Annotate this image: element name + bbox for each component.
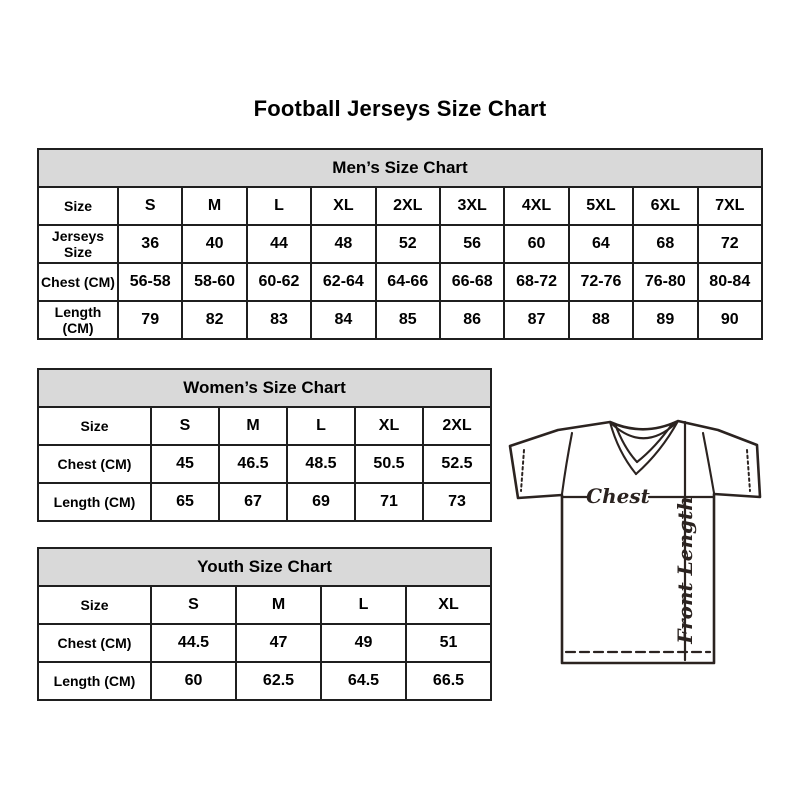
cell-value: 90 xyxy=(698,301,762,339)
cell-value: L xyxy=(287,407,355,445)
cell-value: 66.5 xyxy=(406,662,491,700)
cell-value: 52 xyxy=(376,225,440,263)
cell-value: 4XL xyxy=(504,187,568,225)
cell-value: 65 xyxy=(151,483,219,521)
cell-value: 64.5 xyxy=(321,662,406,700)
table-row xyxy=(38,225,762,263)
chest-measure-label: Chest xyxy=(586,484,650,508)
youth-size-table xyxy=(37,547,492,701)
table-row xyxy=(38,187,762,225)
cell-value: 64-66 xyxy=(376,263,440,301)
cell-value: 60 xyxy=(151,662,236,700)
cell-value: 88 xyxy=(569,301,633,339)
cell-value: 73 xyxy=(423,483,491,521)
table-row xyxy=(38,624,491,662)
table-header-row xyxy=(38,548,491,586)
cell-value: 3XL xyxy=(440,187,504,225)
womens-size-table xyxy=(37,368,492,522)
vneck-outer-left xyxy=(610,422,636,474)
cell-value: S xyxy=(151,407,219,445)
cell-value: 58-60 xyxy=(182,263,246,301)
table-row xyxy=(38,263,762,301)
cell-value: 84 xyxy=(311,301,375,339)
cell-value: 49 xyxy=(321,624,406,662)
cell-value: 56 xyxy=(440,225,504,263)
cell-value: XL xyxy=(311,187,375,225)
cell-value: XL xyxy=(355,407,423,445)
cell-value: 86 xyxy=(440,301,504,339)
cell-value: M xyxy=(236,586,321,624)
table-header-row xyxy=(38,149,762,187)
cell-value: 76-80 xyxy=(633,263,697,301)
cell-value: 46.5 xyxy=(219,445,287,483)
cell-value: 79 xyxy=(118,301,182,339)
cell-value: 2XL xyxy=(376,187,440,225)
cell-value: 7XL xyxy=(698,187,762,225)
table-row xyxy=(38,483,491,521)
cell-value: 72-76 xyxy=(569,263,633,301)
cell-value: 51 xyxy=(406,624,491,662)
right-cuff-stitch-line xyxy=(747,450,750,491)
cell-value: 40 xyxy=(182,225,246,263)
cell-value: S xyxy=(151,586,236,624)
cell-value: 83 xyxy=(247,301,311,339)
cell-value: S xyxy=(118,187,182,225)
cell-value: 69 xyxy=(287,483,355,521)
cell-value: XL xyxy=(406,586,491,624)
cell-value: 62-64 xyxy=(311,263,375,301)
cell-value: 50.5 xyxy=(355,445,423,483)
cell-value: 62.5 xyxy=(236,662,321,700)
cell-value: 5XL xyxy=(569,187,633,225)
cell-value: 52.5 xyxy=(423,445,491,483)
row-label: Chest (CM) xyxy=(38,624,151,662)
row-label: Size xyxy=(38,187,118,225)
row-label: Chest (CM) xyxy=(38,445,151,483)
table-row xyxy=(38,445,491,483)
row-label: Length (CM) xyxy=(38,483,151,521)
cell-value: 72 xyxy=(698,225,762,263)
cell-value: 67 xyxy=(219,483,287,521)
row-label: Jerseys Size xyxy=(38,225,118,263)
cell-value: 87 xyxy=(504,301,568,339)
jersey-outline xyxy=(510,421,760,663)
table-header-row xyxy=(38,369,491,407)
cell-value: 44.5 xyxy=(151,624,236,662)
cell-value: 82 xyxy=(182,301,246,339)
cell-value: 45 xyxy=(151,445,219,483)
cell-value: L xyxy=(321,586,406,624)
cell-value: 47 xyxy=(236,624,321,662)
cell-value: 68-72 xyxy=(504,263,568,301)
right-sleeve-seam xyxy=(703,433,714,493)
left-cuff-stitch-line xyxy=(521,450,524,491)
jersey-measurement-diagram xyxy=(503,398,768,668)
cell-value: 68 xyxy=(633,225,697,263)
row-label: Length (CM) xyxy=(38,301,118,339)
cell-value: 89 xyxy=(633,301,697,339)
row-label: Size xyxy=(38,586,151,624)
mens-size-table xyxy=(37,148,763,340)
cell-value: 6XL xyxy=(633,187,697,225)
cell-value: L xyxy=(247,187,311,225)
cell-value: 80-84 xyxy=(698,263,762,301)
cell-value: 48 xyxy=(311,225,375,263)
cell-value: 44 xyxy=(247,225,311,263)
table-row xyxy=(38,407,491,445)
womens-table-title: Women’s Size Chart xyxy=(38,369,491,407)
row-label: Chest (CM) xyxy=(38,263,118,301)
mens-table-title: Men’s Size Chart xyxy=(38,149,762,187)
cell-value: 48.5 xyxy=(287,445,355,483)
table-row xyxy=(38,301,762,339)
youth-table-title: Youth Size Chart xyxy=(38,548,491,586)
front-length-measure-label: Front Length xyxy=(673,496,697,644)
left-sleeve-seam xyxy=(562,433,572,494)
page-title: Football Jerseys Size Chart xyxy=(253,96,547,121)
cell-value: M xyxy=(182,187,246,225)
cell-value: 64 xyxy=(569,225,633,263)
row-label: Size xyxy=(38,407,151,445)
cell-value: 60 xyxy=(504,225,568,263)
cell-value: 36 xyxy=(118,225,182,263)
row-label: Length (CM) xyxy=(38,662,151,700)
table-row xyxy=(38,586,491,624)
cell-value: 66-68 xyxy=(440,263,504,301)
cell-value: 71 xyxy=(355,483,423,521)
cell-value: 85 xyxy=(376,301,440,339)
cell-value: 60-62 xyxy=(247,263,311,301)
cell-value: 2XL xyxy=(423,407,491,445)
table-row xyxy=(38,662,491,700)
cell-value: 56-58 xyxy=(118,263,182,301)
cell-value: M xyxy=(219,407,287,445)
